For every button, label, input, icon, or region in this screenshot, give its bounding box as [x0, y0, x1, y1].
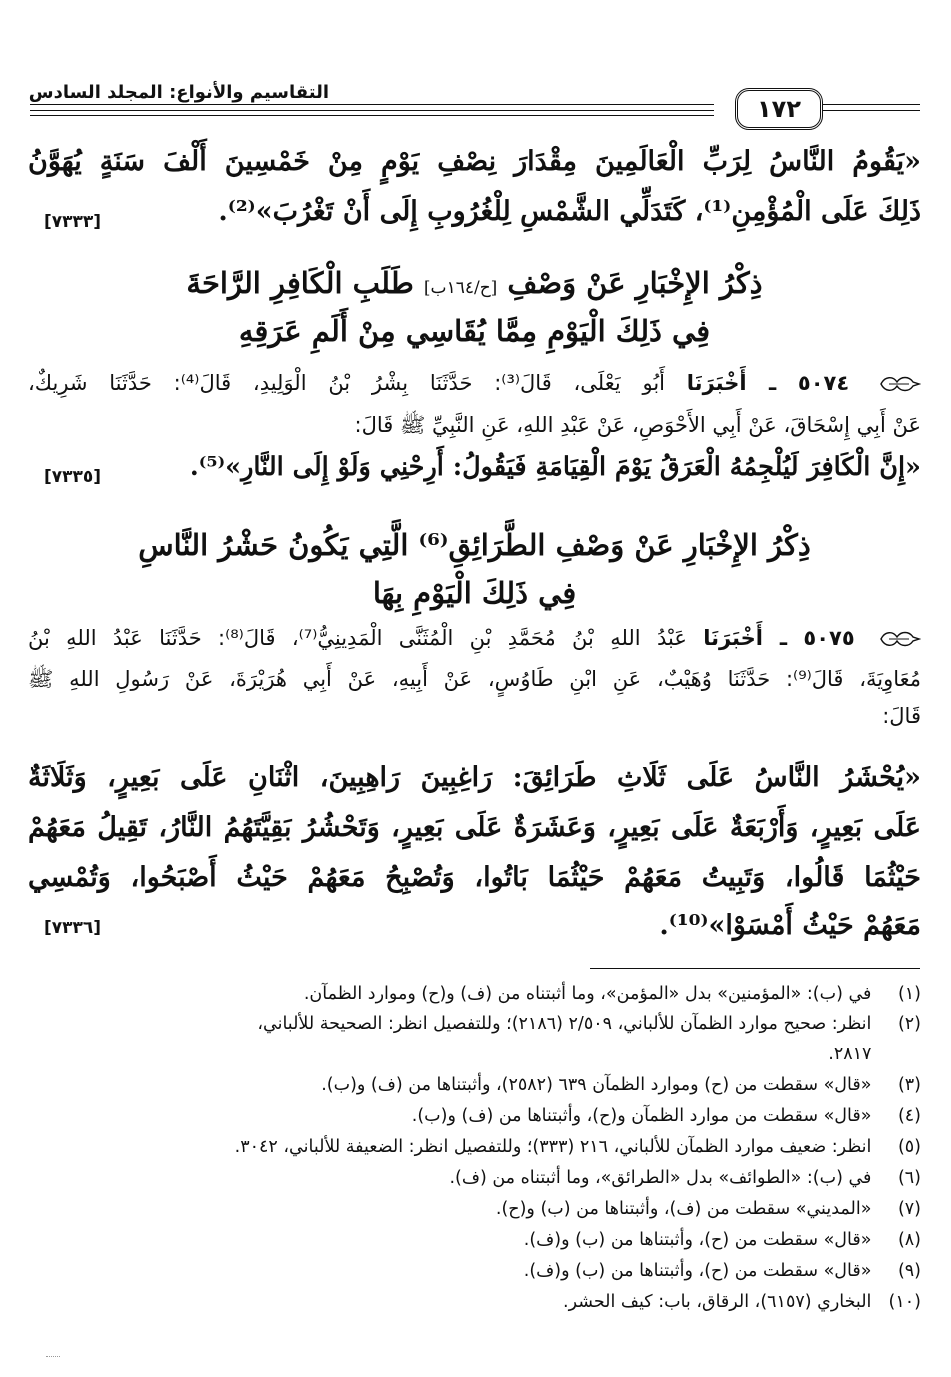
section-heading	[28, 266, 921, 300]
footnote-text: «قال» سقطت من موارد الظمآن و(ح)، وأثبتناها من (ف) و(ب).	[411, 1106, 872, 1126]
section-heading: ذِكْرُ الإِخْبَارِ عَنْ وَصْفِ الطَّرَائِقِ⁽⁶⁾ الَّتِي يَكُونُ حَشْرُ النَّاسِ	[138, 528, 811, 562]
matn-line: مَعَهُمْ حَيْثُ أَمْسَوْا»⁽¹⁰⁾.	[659, 910, 921, 941]
isnad-text: عَبْدُ اللهِ بْنُ مُحَمَّدِ بْنِ الْمُثَنَّى الْمَدِينِيُّ⁽⁷⁾، قَالَ⁽⁸⁾: حَدَّثَنَا عَبْدُ اللهِ بْنُ	[28, 626, 687, 650]
footnote	[30, 1292, 921, 1312]
footnote	[30, 1137, 921, 1157]
footnote-text: في (ب): «المؤمنين» بدل «المؤمن»، وما أثبتناه من (ف) و(ح) وموارد الظمآن.	[303, 984, 872, 1004]
footnote-number: (٤)	[897, 1106, 921, 1126]
section-heading-line2: فِي ذَلِكَ الْيَوْمِ مِمَّا يُقَاسِي مِنْ أَلَمِ عَرَقِهِ	[238, 314, 711, 348]
akhbarana-icon	[879, 629, 921, 649]
footnote-number: (١٠)	[888, 1292, 921, 1312]
header-rule	[30, 110, 714, 111]
manuscript-marker: [ح/١٦٤ب]	[423, 278, 498, 298]
footnote-number: (١)	[897, 984, 921, 1004]
footnote-text: «قال» سقطت من (ح)، وأثبتناها من (ب) و(ف).	[523, 1261, 872, 1281]
footnote	[30, 1014, 921, 1034]
akhbarana-icon	[879, 374, 921, 394]
footnote	[30, 1168, 921, 1188]
footnote-text: في (ب): «الطوائف» بدل «الطرائق»، وما أثبتناه من (ف).	[449, 1168, 872, 1188]
matn-line: «يَقُومُ النَّاسُ لِرَبِّ الْعَالَمِينَ مِقْدَارَ نِصْفِ يَوْمٍ مِنْ خَمْسِينَ أَلْفَ سَنَةٍ يُهَوَّنُ	[28, 146, 921, 177]
footnote	[30, 1044, 921, 1064]
footnote-text: «قال» سقطت من (ح)، وأثبتناها من (ب) و(ف).	[523, 1230, 872, 1250]
section-heading-line2: فِي ذَلِكَ الْيَوْمِ بِهَا	[372, 576, 577, 610]
footnote-text: انظر: ضعيف موارد الظمآن للألباني، ٢١٦ (٣٣٣)؛ وللتفصيل انظر: الضعيفة للألباني، ٣٠٤٢.	[234, 1137, 872, 1157]
hadith-number: ٥٠٧٥	[803, 626, 855, 650]
footnote-text: «المديني» سقطت من (ف)، وأثبتناها من (ب) و(ح).	[495, 1199, 872, 1219]
isnad-line	[28, 626, 921, 650]
footnote-number: (٧)	[897, 1199, 921, 1219]
header-rule	[30, 104, 714, 105]
footnote-text: ٢٨١٧.	[828, 1044, 872, 1064]
matn-line: «يُحْشَرُ النَّاسُ عَلَى ثَلَاثِ طَرَائِقَ: رَاغِبِينَ رَاهِبِينَ، اثْنَانِ عَلَى بَعِيرٍ، وَثَلَاثَةٌ	[28, 762, 921, 793]
matn-line: عَلَى بَعِيرٍ، وَأَرْبَعَةٌ عَلَى بَعِيرٍ، وَعَشَرَةٌ عَلَى بَعِيرٍ، وَتَحْشُرُ بَقِيَّتَهُمُ النَّارُ، تَقِيلُ مَعَهُمْ	[28, 812, 921, 843]
isnad-line: عَنْ أَبِي إِسْحَاقَ، عَنْ أَبِي الأَحْوَصِ، عَنْ عَبْدِ اللهِ، عَنِ النَّبِيِّ ﷺ قَالَ:	[354, 413, 921, 437]
header-rule	[822, 104, 920, 105]
footnote	[30, 984, 921, 1004]
isnad-line	[28, 371, 921, 395]
hadith-number: ٥٠٧٤	[797, 371, 850, 395]
footnote	[30, 1075, 921, 1095]
scan-mark	[46, 1356, 60, 1359]
footnote	[30, 1230, 921, 1250]
footnote-text: انظر: صحيح موارد الظمآن للألباني، ٢/٥٠٩ (٢١٨٦)؛ وللتفصيل انظر: الصحيحة للألباني،	[257, 1014, 872, 1034]
footnote	[30, 1261, 921, 1281]
footnote-number: (٥)	[897, 1137, 921, 1157]
isnad-text: أَبُو يَعْلَى، قَالَ⁽³⁾: حَدَّثَنَا بِشْرُ بْنُ الْوَلِيدِ، قَالَ⁽⁴⁾: حَدَّثَنَا شَرِيكٌ،	[28, 371, 666, 395]
hadith-reference: [٧٣٣٦]	[44, 918, 102, 938]
hadith-lead: ـ أَخْبَرَنَا	[686, 371, 777, 395]
header-rule	[30, 115, 714, 116]
footnote-number: (٩)	[897, 1261, 921, 1281]
footnote-number: (٣)	[897, 1075, 921, 1095]
isnad-line: مُعَاوِيَةَ، قَالَ⁽⁹⁾: حَدَّثَنَا وُهَيْبٌ، عَنِ ابْنِ طَاوُسٍ، عَنْ أَبِيهِ، عَنْ أَبِي هُرَيْرَةَ، عَنْ رَسُولِ اللهِ ﷺ	[28, 667, 921, 691]
page-number	[735, 88, 823, 130]
running-title: التقاسيم والأنواع: المجلد السادس	[28, 82, 329, 103]
footnote-text: البخاري (٦١٥٧)، الرقاق، باب: كيف الحشر.	[563, 1292, 872, 1312]
footnote-number: (٨)	[897, 1230, 921, 1250]
page-number-text: ١٧٢	[757, 95, 801, 123]
hadith-reference: [٧٣٣٣]	[44, 212, 102, 232]
footnote	[30, 1199, 921, 1219]
matn-line: ذَلِكَ عَلَى الْمُؤْمِنِ⁽¹⁾، كَتَدَلِّي الشَّمْسِ لِلْغُرُوبِ إِلَى أَنْ تَغْرُبَ»⁽²⁾.	[218, 196, 921, 227]
hadith-reference: [٧٣٣٥]	[44, 467, 102, 487]
matn-line: «إِنَّ الْكَافِرَ لَيُلْجِمُهُ الْعَرَقُ يَوْمَ الْقِيَامَةِ فَيَقُولُ: أَرِحْنِي وَلَوْ إِلَى النَّارِ»⁽⁵⁾.	[189, 452, 921, 482]
footnote-text: «قال» سقطت من (ح) وموارد الظمآن ٦٣٩ (٢٥٨٢)، وأثبتناها من (ف) و(ب).	[321, 1075, 872, 1095]
footnote-number: (٦)	[897, 1168, 921, 1188]
hadith-lead: ـ أَخْبَرَنَا	[703, 626, 788, 650]
isnad-line: قَالَ:	[882, 704, 921, 728]
footnote	[30, 1106, 921, 1126]
heading-text: طَلَبِ الْكَافِرِ الرَّاحَةَ	[186, 266, 414, 300]
header-rule	[822, 110, 920, 111]
footnote-separator	[590, 968, 920, 969]
heading-text: ذِكْرُ الإِخْبَارِ عَنْ وَصْفِ	[507, 266, 763, 300]
matn-line: حَيْثُمَا قَالُوا، وَتَبِيتُ مَعَهُمْ حَيْثُمَا بَاتُوا، وَتُصْبِحُ مَعَهُمْ حَيْثُ أَصْبَحُوا، وَتُمْسِي	[28, 862, 921, 893]
footnote-number: (٢)	[897, 1014, 921, 1034]
